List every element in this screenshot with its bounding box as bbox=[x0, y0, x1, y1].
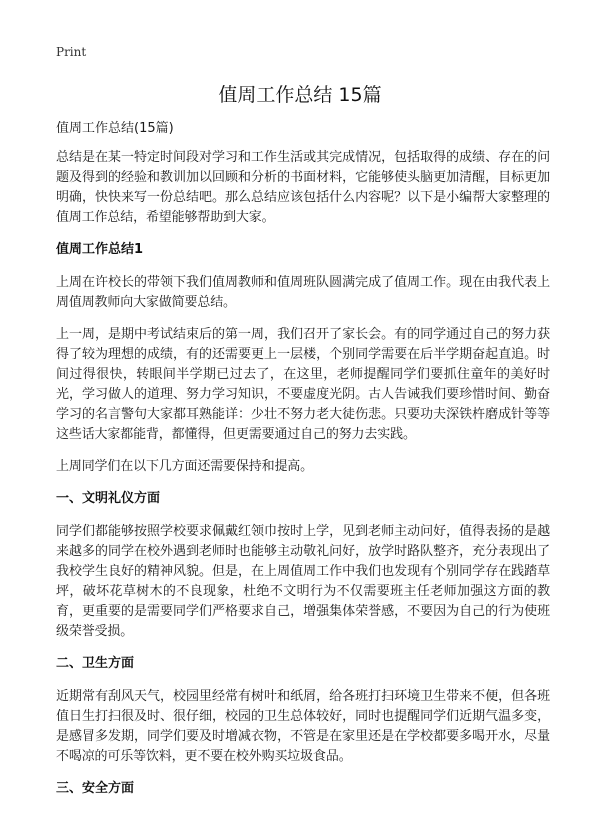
paragraph-3: 上周同学们在以下几方面还需要保持和提高。 bbox=[56, 459, 314, 474]
page-title: 值周工作总结 15篇 bbox=[218, 84, 382, 106]
subsection-heading-etiquette: 一、文明礼仪方面 bbox=[56, 491, 161, 506]
subsection-heading-hygiene: 二、卫生方面 bbox=[56, 656, 135, 671]
paragraph-1: 上周在许校长的带领下我们值周教师和值周班队圆满完成了值周工作。现在由我代表上周值周教师向大家做简要总结。 bbox=[56, 275, 550, 310]
subsection-heading-safety: 三、安全方面 bbox=[56, 781, 135, 796]
subsection-text-hygiene: 近期常有刮风天气，校园里经常有树叶和纸屑，给各班打扫环境卫生带来不便，但各班值日生打扫很及时、很仔细，校园的卫生总体较好，同时也提醒同学们近期气温多变，是感冒多发期，同学们要及时增减衣物，不管是在家里还是在学校都要多喝开水，尽量不喝凉的可乐等饮料，更不要在校外购买垃圾食品。 bbox=[56, 689, 550, 764]
intro-paragraph: 总结是在某一特定时间段对学习和工作生活或其完成情况，包括取得的成绩、存在的问题及得到的经验和教训加以回顾和分析的书面材料，它能够使头脑更加清醒，目标更加明确，快快来写一份总结吧。那么总结应该包括什么内容呢？以下是小编帮大家整理的值周工作总结，希望能够帮助到大家。 bbox=[56, 150, 550, 225]
document-body bbox=[56, 119, 550, 812]
print-link[interactable]: Print bbox=[56, 45, 87, 59]
section-heading-1: 值周工作总结1 bbox=[56, 242, 144, 257]
subsection-text-etiquette: 同学们都能够按照学校要求佩戴红领巾按时上学，见到老师主动问好，值得表扬的是越来越多的同学在校外遇到老师时也能够主动敬礼问好，放学时路队整齐，充分表现出了我校学生良好的精神风貌。但是，在上周值周工作中我们也发现有个别同学存在践踏草坪，破坏花草树木的不良现象，杜绝不文明行为不仅需要班主任老师加强这方面的教育，更重要的是需要同学们严格要求自己，增强集体荣誉感，不要因为自己的行为使班级荣誉受损。 bbox=[56, 524, 550, 639]
document-subtitle: 值周工作总结(15篇) bbox=[56, 121, 174, 136]
paragraph-2: 上一周，是期中考试结束后的第一周，我们召开了家长会。有的同学通过自己的努力获得了较为理想的成绩，有的还需要更上一层楼，个别同学需要在后半学期奋起直追。时间过得很快，转眼间半学期已过去了，在这里，老师提醒同学们要抓住童年的美好时光，学习做人的道理、努力学习知识，不要虚度光阴。古人告诫我们要珍惜时间、勤奋学习的名言警句大家都耳熟能详：少壮不努力老大徒伤悲。只要功夫深铁杵磨成针等等这些话大家都能背，都懂得，但更需要通过自己的努力去实践。 bbox=[56, 327, 550, 442]
